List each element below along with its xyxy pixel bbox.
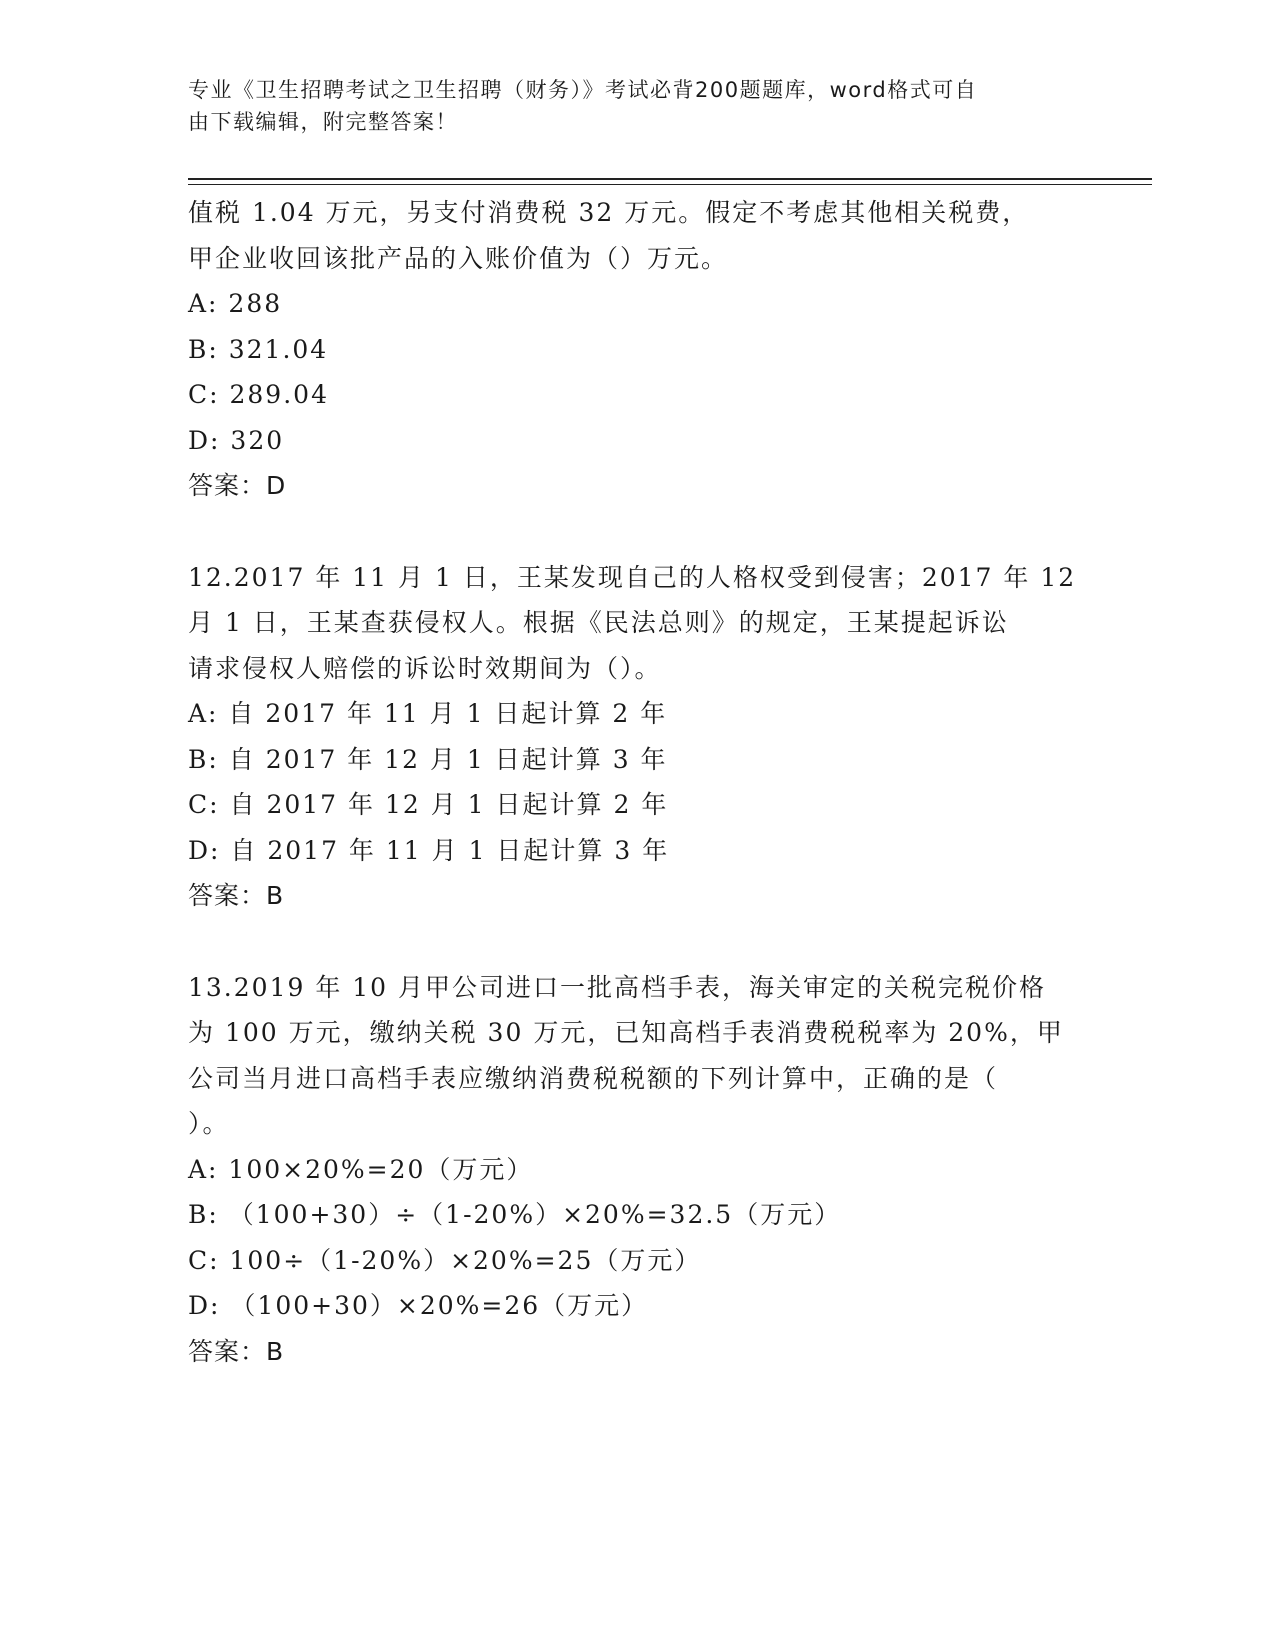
answer-text: 答案：B xyxy=(188,881,285,910)
option-c: C: 自 2017 年 12 月 1 日起计算 2 年 xyxy=(188,790,669,819)
question-text: 值税 1.04 万元，另支付消费税 32 万元。假定不考虑其他相关税费， xyxy=(188,198,1030,227)
question-text: 甲企业收回该批产品的入账价值为（）万元。 xyxy=(188,243,729,273)
question-12 xyxy=(188,555,1078,919)
question-11 xyxy=(188,190,1078,509)
option-c: C: 100÷（1-20%）×20%=25（万元） xyxy=(188,1245,702,1275)
question-text: 12.2017 年 11 月 1 日，王某发现自己的人格权受到侵害；2017 年 12 xyxy=(188,562,1077,592)
header-divider xyxy=(188,178,1152,180)
document-body xyxy=(188,190,1078,1374)
question-text: 13.2019 年 10 月甲公司进口一批高档手表，海关审定的关税完税价格 xyxy=(188,972,1047,1002)
option-b: B: （100+30）÷（1-20%）×20%=32.5（万元） xyxy=(188,1200,842,1229)
question-text: 为 100 万元，缴纳关税 30 万元，已知高档手表消费税税率为 20%，甲 xyxy=(188,1018,1064,1047)
question-text: 请求侵权人赔偿的诉讼时效期间为（）。 xyxy=(188,653,662,683)
question-13 xyxy=(188,965,1078,1375)
question-text: ）。 xyxy=(188,1109,230,1138)
header-line-2: 由下载编辑，附完整答案！ xyxy=(188,110,458,134)
option-a: A: 100×20%=20（万元） xyxy=(188,1154,534,1184)
option-a: A: 288 xyxy=(188,289,283,318)
option-b: B: 自 2017 年 12 月 1 日起计算 3 年 xyxy=(188,744,668,774)
option-d: D: 自 2017 年 11 月 1 日起计算 3 年 xyxy=(188,835,670,865)
document-header xyxy=(188,74,1068,138)
answer-text: 答案：D xyxy=(188,471,287,500)
question-text: 公司当月进口高档手表应缴纳消费税税额的下列计算中，正确的是（ xyxy=(188,1063,999,1093)
option-d: D: 320 xyxy=(188,425,285,455)
option-a: A: 自 2017 年 11 月 1 日起计算 2 年 xyxy=(188,699,668,728)
question-text: 月 1 日，王某查获侵权人。根据《民法总则》的规定，王某提起诉讼 xyxy=(188,608,1009,637)
option-c: C: 289.04 xyxy=(188,380,329,409)
answer-text: 答案：B xyxy=(188,1336,285,1366)
header-divider-thin xyxy=(188,184,1152,185)
header-line-1: 专业《卫生招聘考试之卫生招聘（财务）》考试必背200题题库，word格式可自 xyxy=(188,78,978,102)
option-d: D: （100+30）×20%=26（万元） xyxy=(188,1291,649,1320)
option-b: B: 321.04 xyxy=(188,334,329,364)
